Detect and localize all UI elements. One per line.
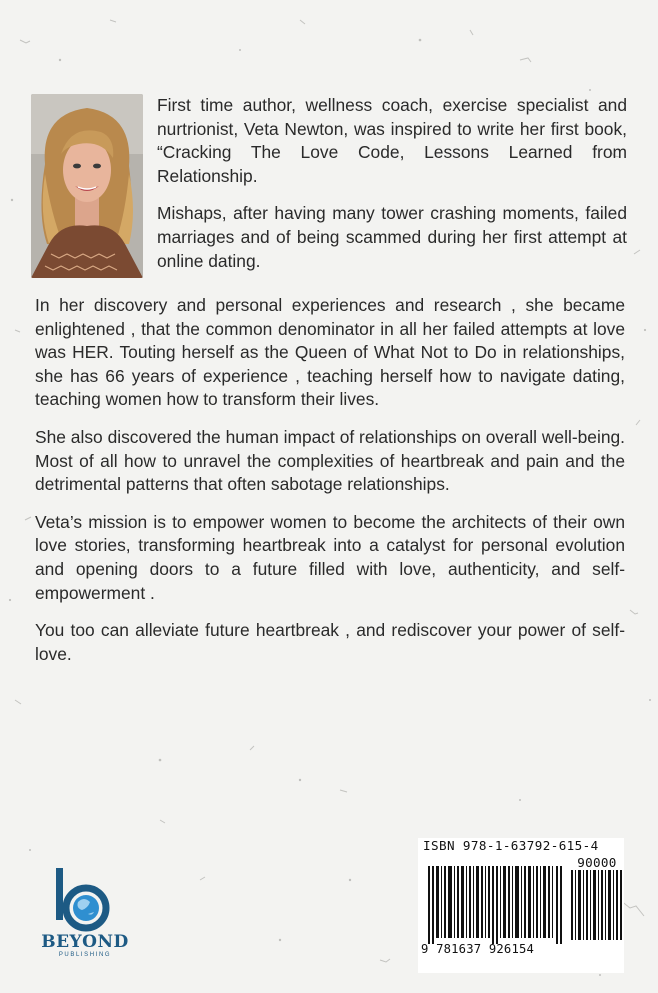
barcode-addon-digits: 90000 [577, 855, 617, 870]
bio-paragraph-6: You too can alleviate future heartbreak , and rediscover your power of self-love. [35, 620, 625, 664]
author-photo [31, 94, 143, 278]
bio-paragraph-2: Mishaps, after having many tower crashing moments, failed marriages and of being scammed during her first attempt at online dating. [157, 203, 627, 271]
bio-intro [157, 94, 627, 287]
bio-paragraph-5: Veta’s mission is to empower women to become the architects of their own love stories, transforming heartbreak into a catalyst for personal evolution and opening doors to a future filled with love, authenticity, and self-empowerment . [35, 511, 625, 603]
isbn-label: ISBN 978-1-63792-615-4 [423, 838, 599, 853]
barcode-bars [428, 866, 562, 944]
bio-paragraph-4: She also discovered the human impact of relationships on overall well-being. Most of all how to unravel the complexities of heartbreak and pain and the detrimental patterns that often sabotage relationships. [35, 426, 625, 495]
publisher-tagline: PUBLISHING [58, 952, 112, 958]
publisher-name: BEYOND [41, 932, 129, 952]
barcode-addon-bars [571, 870, 623, 940]
ean-digits: 9 781637 926154 [421, 942, 535, 956]
bio-paragraph-3: In her discovery and personal experiences and research , she became enlightened , that the common denominator in all her failed attempts at love was HER. Touting herself as the Queen of What Not to Do in relationships, she has 66 years of experience , teaching herself how to navigate dating, teaching women how to transform their lives. [35, 295, 625, 410]
bio-body [35, 294, 625, 680]
bio-paragraph-1: First time author, wellness coach, exercise specialist and nurtrionist, Veta Newton, was inspired to write her first book, “Cracking The Love Code, Lessons Learned from Relationship. [157, 95, 627, 186]
